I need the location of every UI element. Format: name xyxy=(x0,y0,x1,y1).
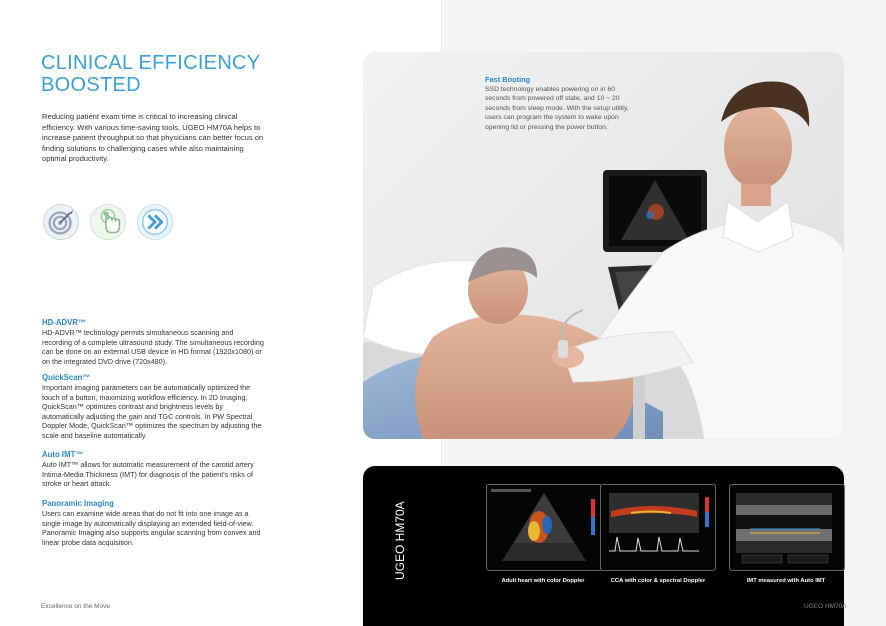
callout-title: Fast Booting xyxy=(485,75,531,84)
feature-title: HD-ADVR™ xyxy=(42,318,86,327)
feature-body: Important imaging parameters can be automatically optimized the touch of a button, maximizing workflow efficiency. In 2D Imaging, QuickScan™ optimizes contrast and brightness levels by automatically adjusting the gain and TGC controls. In PW Spectral Doppler Mode, QuickScan™ optimizes the spectrum by adjusting the scale and baseline automatically. xyxy=(42,383,262,440)
headline-line-2: BOOSTED xyxy=(41,74,141,96)
headline-line-1: CLINICAL EFFICIENCY xyxy=(41,52,261,74)
feature-icon-row xyxy=(42,203,182,243)
imt-image xyxy=(730,485,844,570)
feature-body: Users can examine wide areas that do not fit into one image as a single image by automatically displaying an extended field-of-view. Panoramic Imaging also supports angular scanning from convex and linear probe data acquisition. xyxy=(42,509,261,547)
target-icon xyxy=(42,203,80,241)
headline xyxy=(41,52,301,96)
ultrasound-image-heart xyxy=(486,484,602,571)
callout-body: SSD technology enables powering on in 60 seconds from powered off state, and 10 ~ 20 seconds from sleep mode. With the setup utility, users can program the system to wake upon opening lid or pressing the power button. xyxy=(485,86,629,131)
heart-doppler-image xyxy=(487,485,601,570)
feature-title: QuickScan™ xyxy=(42,373,91,382)
footer-left: Excellence on the Move xyxy=(41,603,111,610)
caption-imt: IMT measured with Auto IMT xyxy=(746,578,826,584)
caption-cca: CCA with color & spectral Doppler xyxy=(610,578,706,584)
product-name-text: UGEO HM70A xyxy=(393,501,407,580)
feature-quickscan xyxy=(42,373,264,441)
feature-title: Panoramic Imaging xyxy=(42,499,114,508)
footer-right: UGEO HM70A xyxy=(804,603,847,610)
caption-heart: Adult heart with color Doppler xyxy=(501,578,585,584)
ultrasound-image-cca xyxy=(600,484,716,571)
product-name-vertical xyxy=(370,468,426,588)
cca-doppler-image xyxy=(601,485,715,570)
feature-hd-advr xyxy=(42,318,264,366)
feature-panoramic xyxy=(42,499,264,547)
feature-body: HD-ADVR™ technology permits simultaneous scanning and recording of a complete ultrasound study. The simultaneous recording can be done on an external USB device in HD format (1920x1080) or on the integrated DVD drive (720x480). xyxy=(42,328,264,366)
touch-hand-icon xyxy=(89,203,127,241)
feature-title: Auto IMT™ xyxy=(42,450,84,459)
ultrasound-image-imt xyxy=(729,484,845,571)
fast-forward-icon xyxy=(136,203,174,241)
feature-auto-imt xyxy=(42,450,264,489)
feature-body: Auto IMT™ allows for automatic measurement of the carotid artery Intima-Media Thickness (IMT) for diagnosis of the patient's risks of stroke or heart attack. xyxy=(42,460,254,489)
intro-paragraph: Reducing patient exam time is critical to increasing clinical efficiency. With various time-saving tools, UGEO HM70A helps to increase patient throughput so that physicians can better focus on finding solutions to challenging cases while also maintaining optimal productivity. xyxy=(42,112,264,164)
fast-booting-callout xyxy=(485,75,640,132)
